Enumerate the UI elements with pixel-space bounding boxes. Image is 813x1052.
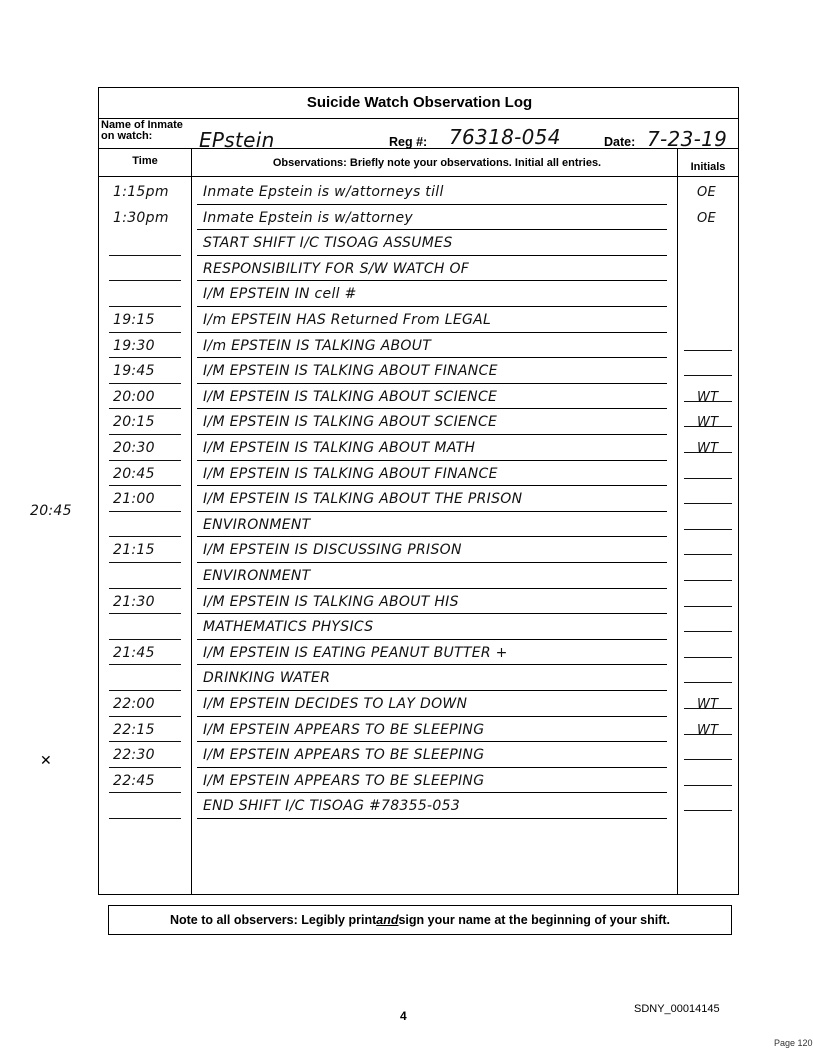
- entry-observation: I/M EPSTEIN DECIDES TO LAY DOWN: [203, 696, 468, 712]
- margin-mark: ✕: [40, 752, 52, 768]
- entry-time: 22:45: [113, 772, 155, 789]
- entry-time: 20:00: [113, 388, 155, 405]
- entry-observation: Inmate Epstein is w/attorney: [203, 209, 413, 226]
- row-line: [197, 741, 667, 742]
- name-label: Name of Inmate on watch:: [101, 119, 183, 142]
- row-line: [197, 716, 667, 717]
- entry-observation: I/M EPSTEIN IS DISCUSSING PRISON: [203, 542, 462, 559]
- time-underline: [109, 767, 181, 768]
- entry-time: 1:30pm: [113, 209, 169, 226]
- row-line: [197, 255, 667, 256]
- entry-observation: I/M EPSTEIN APPEARS TO BE SLEEPING: [203, 747, 485, 764]
- date-value: 7-23-19: [647, 127, 728, 151]
- entry-observation: I/M EPSTEIN IS TALKING ABOUT FINANCE: [203, 465, 498, 482]
- form-title: Suicide Watch Observation Log: [306, 94, 533, 111]
- entry-observation: I/M EPSTEIN IS TALKING ABOUT HIS: [203, 593, 459, 610]
- row-line: [197, 792, 667, 793]
- initials-stroke: [684, 734, 732, 735]
- note-text-after: sign your name at the beginning of your shift.: [398, 913, 671, 927]
- entry-observation: RESPONSIBILITY FOR S/W WATCH OF: [203, 260, 470, 277]
- observations-column-header: Observations: Briefly note your observations. Initial all entries.: [272, 157, 602, 169]
- row-line: [197, 460, 667, 461]
- entry-observation: I/M EPSTEIN IS TALKING ABOUT SCIENCE: [203, 414, 498, 431]
- initials-stroke: [684, 785, 732, 786]
- row-line: [197, 690, 667, 691]
- entry-observation: START SHIFT I/C TISOAG ASSUMES: [203, 235, 453, 252]
- entry-observation: I/M EPSTEIN IS EATING PEANUT BUTTER +: [203, 644, 508, 661]
- row-line: [197, 588, 667, 589]
- row-line: [197, 229, 667, 230]
- entry-time: 22:30: [113, 747, 155, 764]
- name-value: EPstein: [199, 128, 275, 152]
- entry-time: 21:15: [113, 542, 155, 559]
- initials-column-divider: [677, 148, 678, 894]
- reg-value: 76318-054: [449, 125, 561, 149]
- initials-stroke: [684, 631, 732, 632]
- initials-stroke: [684, 503, 732, 504]
- initials-stroke: [684, 810, 732, 811]
- entry-initials: OE: [697, 185, 717, 200]
- observation-log-form: [98, 87, 739, 895]
- entry-observation: I/M EPSTEIN IN cell #: [203, 286, 357, 303]
- row-line: [197, 357, 667, 358]
- entry-time: 22:15: [113, 721, 155, 738]
- time-underline: [109, 639, 181, 640]
- entry-initials: OE: [697, 210, 717, 226]
- entry-time: 22:00: [113, 696, 155, 712]
- time-underline: [109, 741, 181, 742]
- entry-observation: ENVIRONMENT: [203, 516, 311, 533]
- bates-number: SDNY_00014145: [634, 1003, 720, 1015]
- initials-stroke: [684, 682, 732, 683]
- row-line: [197, 511, 667, 512]
- time-column-header: Time: [132, 155, 158, 167]
- entry-observation: I/M EPSTEIN IS TALKING ABOUT MATH: [203, 440, 476, 456]
- initials-stroke: [684, 529, 732, 530]
- row-line: [197, 204, 667, 205]
- note-text-before: Note to all observers: Legibly print: [169, 913, 377, 927]
- entry-initials: WT: [697, 415, 719, 431]
- entry-observation: ENVIRONMENT: [203, 568, 311, 584]
- time-underline: [109, 383, 181, 384]
- time-underline: [109, 332, 181, 333]
- entry-time: 1:15pm: [113, 184, 169, 200]
- title-divider: [99, 118, 738, 119]
- entry-observation: I/m EPSTEIN HAS Returned From LEGAL: [203, 312, 492, 328]
- initials-stroke: [684, 657, 732, 658]
- row-line: [197, 562, 667, 563]
- row-line: [197, 485, 667, 486]
- entry-observation: DRINKING WATER: [203, 670, 331, 687]
- entry-observation: I/M EPSTEIN IS TALKING ABOUT FINANCE: [203, 363, 498, 380]
- time-underline: [109, 511, 181, 512]
- observer-note: [108, 905, 732, 935]
- row-line: [197, 536, 667, 537]
- row-line: [197, 280, 667, 281]
- initials-stroke: [684, 554, 732, 555]
- row-line: [197, 408, 667, 409]
- time-underline: [109, 255, 181, 256]
- entry-observation: I/M EPSTEIN IS TALKING ABOUT SCIENCE: [203, 388, 498, 405]
- time-underline: [109, 306, 181, 307]
- row-line: [197, 639, 667, 640]
- initials-stroke: [684, 759, 732, 760]
- time-underline: [109, 664, 181, 665]
- initials-stroke: [684, 350, 732, 351]
- entry-initials: WT: [697, 389, 719, 405]
- row-line: [197, 306, 667, 307]
- entry-observation: MATHEMATICS PHYSICS: [203, 619, 374, 636]
- row-line: [197, 332, 667, 333]
- time-underline: [109, 434, 181, 435]
- initials-stroke: [684, 580, 732, 581]
- time-underline: [109, 690, 181, 691]
- time-underline: [109, 716, 181, 717]
- row-line: [197, 613, 667, 614]
- entry-time: 20:45: [113, 465, 155, 482]
- time-underline: [109, 613, 181, 614]
- initials-stroke: [684, 478, 732, 479]
- entry-time: 21:00: [113, 491, 155, 508]
- entry-time: 20:15: [113, 414, 155, 431]
- initials-stroke: [684, 606, 732, 607]
- entry-observation: I/M EPSTEIN APPEARS TO BE SLEEPING: [203, 721, 485, 738]
- entry-time: 19:45: [113, 363, 155, 380]
- time-underline: [109, 536, 181, 537]
- row-line: [197, 383, 667, 384]
- row-line: [197, 664, 667, 665]
- initials-stroke: [684, 426, 732, 427]
- time-underline: [109, 357, 181, 358]
- entry-initials: WT: [697, 441, 719, 456]
- entry-initials: WT: [697, 697, 719, 712]
- time-underline: [109, 485, 181, 486]
- entry-observation: Inmate Epstein is w/attorneys till: [203, 184, 444, 200]
- time-column-divider: [191, 148, 192, 894]
- entry-time: 19:30: [113, 337, 155, 354]
- time-underline: [109, 460, 181, 461]
- row-line: [197, 434, 667, 435]
- entry-observation: I/m EPSTEIN IS TALKING ABOUT: [203, 337, 432, 354]
- note-emphasis: and: [376, 913, 399, 927]
- entry-time: 21:45: [113, 644, 155, 661]
- time-underline: [109, 818, 181, 819]
- margin-time-note: 20:45: [30, 503, 72, 519]
- entry-time: 20:30: [113, 440, 155, 456]
- entry-time: 19:15: [113, 312, 155, 328]
- entry-initials: WT: [697, 722, 719, 738]
- header-divider: [99, 176, 738, 177]
- row-line: [197, 767, 667, 768]
- time-underline: [109, 280, 181, 281]
- initials-stroke: [684, 401, 732, 402]
- time-underline: [109, 792, 181, 793]
- entry-observation: I/M EPSTEIN IS TALKING ABOUT THE PRISON: [203, 491, 523, 508]
- initials-stroke: [684, 452, 732, 453]
- time-underline: [109, 408, 181, 409]
- entry-observation: I/M EPSTEIN APPEARS TO BE SLEEPING: [203, 772, 485, 789]
- initials-column-header: Initials: [690, 161, 726, 173]
- page-count: Page 120: [774, 1038, 813, 1048]
- time-underline: [109, 562, 181, 563]
- entry-time: 21:30: [113, 593, 155, 610]
- page-number: 4: [400, 1009, 407, 1023]
- reg-label: Reg #:: [389, 135, 428, 149]
- initials-stroke: [684, 375, 732, 376]
- initials-stroke: [684, 708, 732, 709]
- date-label: Date:: [604, 135, 636, 149]
- entry-observation: END SHIFT I/C TISOAG #78355-053: [203, 798, 461, 815]
- row-line: [197, 818, 667, 819]
- time-underline: [109, 588, 181, 589]
